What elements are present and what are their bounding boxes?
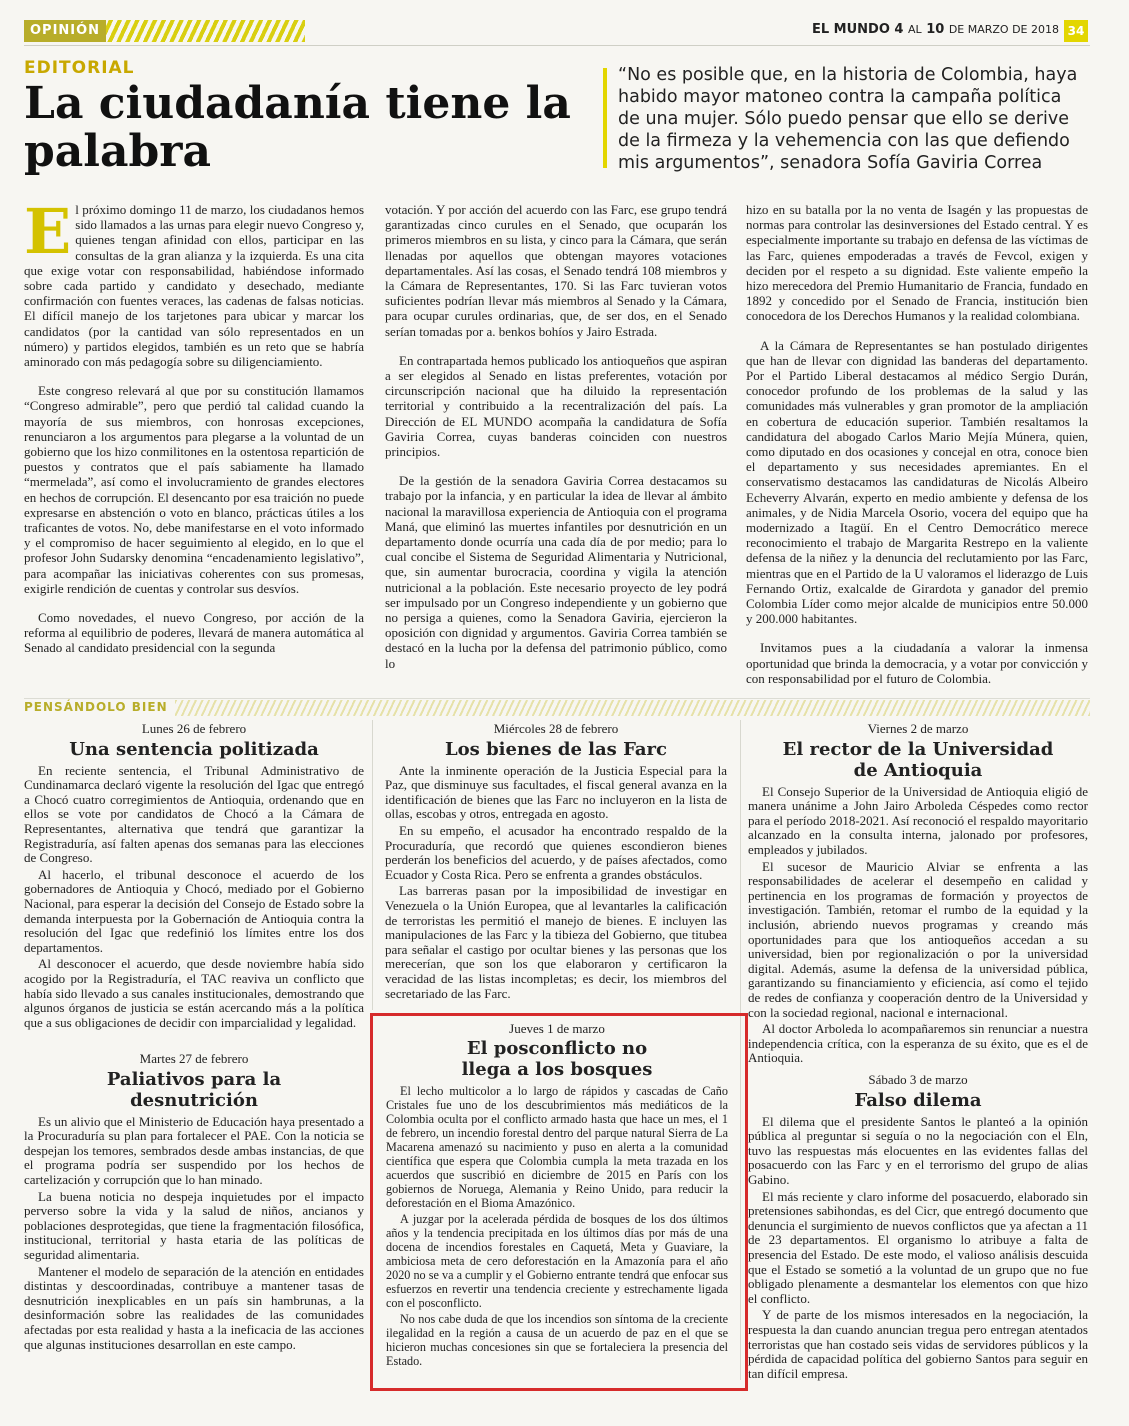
- masthead: [812, 22, 1059, 37]
- piece-paragraph: El lecho multicolor a lo largo de rápidos y cascadas de Caño Cristales fue uno de los descubrimientos más mediáticos de la Colombia oculta por el conflicto armado hasta que hace un mes, el 1 de febrero, un incendio forestal dentro del parque natural Sierra de La Macarena amenazó su nacimiento y puso en alerta a la comunidad científica que espera que Colombia cumpla la meta trazada en los acuerdos que suscribió en diciembre de 2015 en París con los gobiernos de Noruega, Alemania y Reino Unido, para reducir la deforestación en el Bioma Amazónico.: [386, 1084, 728, 1210]
- editorial-paragraph: Invitamos pues a la ciudadanía a valorar la inmensa oportunidad que brinda la democracia, y a votar por convicción y con responsabilidad por el futuro de Colombia.: [746, 640, 1088, 686]
- piece-title: Los bienes de las Farc: [445, 738, 667, 760]
- piece-paragraph: Al hacerlo, el tribunal desconoce el acuerdo de los gobernadores de Antioquia y Chocó, mediado por el Gobierno Nacional, para esperar la decisión del Consejo de Estado sobre la demanda interpuesta por la Gobernación de Antioquia contra la resolución del Igac que redefinió los límites entre los dos departamentos.: [24, 866, 364, 955]
- editorial-paragraph: A la Cámara de Representantes se han postulado dirigentes que han de llevar con dignidad las banderas del departamento. Por el Partido Liberal destacamos al médico Sergio Durán, conocedor profundo de los problemas de la salud y las comunidades más vulnerables y gran promotor de la ampliación en cobertura de educación superior. También resaltamos la candidatura del abogado Carlos Mario Mejía Múnera, quien, como diputado en dos ocasiones y concejal en otra, conoce bien el departamento y sus necesidades apremiantes. En el conservatismo destacamos las candidaturas de Nicolás Albeiro Echeverry Alvarán, experto en medio ambiente y defensa de los animales, y de Nidia Marcela Osorio, vocera del equipo que ha modernizado a Itagüí. En el Centro Democrático merece reconocimiento el trabajo de Margarita Restrepo en la valiente defensa de la niñez y la denuncia del reclutamiento por las Farc, mientras que en el Partido de la U valoramos el liderazgo de Luis Fernando Ortiz, exalcalde de Girardota y ganador del premio Colombia Líder como mejor alcalde de municipios entre 50.000 y 200.000 habitantes.: [746, 337, 1088, 627]
- section-label: OPINIÓN: [24, 20, 106, 42]
- piece-lunes: [24, 722, 364, 1032]
- piece-title: Falso dilema: [854, 1089, 982, 1111]
- piece-viernes: [748, 722, 1088, 1068]
- piece-paragraph: No nos cabe duda de que los incendios son síntoma de la creciente ilegalidad en la región a causa de un acuerdo de paz en el que se hicieron muchas concesiones sin que se fortaleciera la presencia del Estado.: [386, 1312, 728, 1368]
- paper-name: EL MUNDO: [811, 22, 890, 37]
- piece-paragraph: El más reciente y claro informe del posacuerdo, elaborado sin pretensiones sabihondas, es del Cicr, que entregó documento que denuncia el surgimiento de nuevos conflictos que ya afectan a 11 de 23 departamentos. El organismo lo atribuye a falta de presencia del Estado. De este modo, el valioso análisis descuida que el Estado se sometió a la voluntad de un grupo que no fue obligado plenamente a desmantelar los elementos con que hizo el conflicto.: [748, 1188, 1088, 1306]
- editorial-paragraph: De la gestión de la senadora Gaviria Correa destacamos su trabajo por la infancia, y en particular la idea de llevar al ámbito nacional la maravillosa experiencia de Antioquia con el programa Maná, que eliminó las muertes infantiles por desnutrición en un departamento donde ocurría una cada día de por medio; para lo cual concibe el Sistema de Seguridad Alimentaria y Nutricional, que, sin aumentar burocracia, coordina y vigila la atención nutricional a la población. Este necesario proyecto de ley podrá ser impulsado por un Congreso independiente y un gobierno que no persiga a quienes, como la Senadora Gaviria, ejercieron la oposición con dignidad y argumentos. Gaviria Correa también se destacó en la lucha por la defensa del patrimonio público, como lo: [385, 473, 727, 671]
- piece-paragraph: Mantener el modelo de separación de la atención en entidades distintas y descoordinadas, contribuye a mantener tasas de desnutrición inexplicables en un país sin hambrunas, a la desinformación sobre las realidades de las comunidades afectadas por esta realidad y hasta a la ineficacia de las acciones que algunas instituciones desarrollan en este campo.: [24, 1263, 364, 1352]
- column-divider: [372, 720, 373, 1010]
- section-stripes: [175, 700, 1090, 716]
- piece-martes: [24, 1052, 364, 1354]
- piece-paragraph: El sucesor de Mauricio Alviar se enfrenta a las responsabilidades de acelerar el desempeño en calidad y pertinencia en los programas de formación y proyectos de investigación. También, retomar el rumbo de la equidad y la inclusión, abriendo nuevos programas y creando más oportunidades para que los antioqueños accedan a su universidad, bien por regionalización o por la universidad digital. Además, asume la defensa de la universidad pública, garantizando su financiamiento y eficiencia, así como el tejido de redes de confianza y cooperación dentro de la Universidad y con la sociedad regional, nacional e internacional.: [748, 858, 1088, 1020]
- editorial-column-2: [385, 202, 727, 685]
- piece-date: Martes 27 de febrero: [139, 1051, 249, 1066]
- section-divider: [24, 698, 1090, 699]
- piece-date: Sábado 3 de marzo: [868, 1072, 968, 1087]
- piece-title: El posconflicto no llega a los bosques: [461, 1038, 653, 1080]
- piece-date: Viernes 2 de marzo: [867, 721, 969, 736]
- piece-paragraph: Es un alivio que el Ministerio de Educación haya presentado a la Procuraduría su plan para fortalecer el PAE. Con la noticia se despejan los temores, sembrados desde ambas instancias, de que el programa podría ser suspendido por los hechos de cartelización y corrupción que lo han minado.: [24, 1113, 364, 1187]
- piece-paragraph: La buena noticia no despeja inquietudes por el impacto perverso sobre la vida y la salud de niños, ancianos y poblaciones desprotegidas, que tiene la fragmentación filosófica, institucional, territorial y hasta etaria de las políticas de seguridad alimentaria.: [24, 1188, 364, 1262]
- pull-quote: “No es posible que, en la historia de Colombia, haya habido mayor matoneo contra la campaña política de una mujer. Sólo puedo pensar que ello se derive de la firmeza y la vehemencia con las que defiendo mis argumentos”, senadora Sofía Gaviria Correa: [618, 65, 1078, 173]
- drop-cap: E: [24, 195, 72, 268]
- piece-date: Lunes 26 de febrero: [141, 721, 247, 736]
- date-month: DE MARZO DE 2018: [948, 23, 1059, 36]
- piece-title: El rector de la Universidad de Antioquia: [782, 738, 1054, 781]
- piece-paragraph: En reciente sentencia, el Tribunal Administrativo de Cundinamarca declaró vigente la resolución del Igac que entregó a Chocó cuatro corregimientos de Antioquia, ordenando que en ellos se vote por candidatos de Chocó a la Cámara de Representantes, alternativa que tendrá que garantizar la Registraduría, así falten apenas dos semanas para las elecciones de Congreso.: [24, 762, 364, 866]
- editorial-paragraph: votación. Y por acción del acuerdo con las Farc, ese grupo tendrá garantizadas cinco curules en el Senado, que ocuparán los primeros miembros en su lista, y cinco para la Cámara, que serán llenadas por aquellos que obtengan mayores votaciones departamentales. Así las cosas, el Senado tendrá 108 miembros y la Cámara de Representantes, 170. Si las Farc tuvieran votos suficientes podrían llevar más miembros al Senado y la Cámara, para ocupar curules ordinarias, que, de ser dos, en el Senado serían tomadas por a. benkos bohíos y Jairo Estrada.: [385, 202, 727, 339]
- editorial-column-1: [24, 195, 364, 670]
- piece-jueves: [386, 1022, 728, 1370]
- piece-date: Jueves 1 de marzo: [509, 1021, 605, 1036]
- piece-paragraph: Y de parte de los mismos interesados en la negociación, la respuesta la dan cuando anuncian tregua pero entregan atentados terroristas que han costado seis vidas de servidores públicos y la pérdida de capacidad política del gobierno Santos para seguir en tan difícil empresa.: [748, 1307, 1088, 1381]
- piece-sabado: [748, 1073, 1088, 1383]
- editorial-headline: La ciudadanía tiene la palabra: [24, 78, 571, 177]
- piece-paragraph: Al doctor Arboleda lo acompañaremos sin renunciar a nuestra independencia crítica, con la esperanza de su éxito, que es el de Antioquia.: [748, 1021, 1088, 1066]
- editorial-paragraph: Este congreso relevará al que por su constitución llamamos “Congreso admirable”, pero que perdió tal calidad cuando la mayoría de sus miembros, con honrosas excepciones, renunciaron a los argumentos para plegarse a la voluntad de un gobierno que los hizo conmilitones en la ostentosa repartición de puestos y contratos que el país sabiamente ha llamado “mermelada”, así como el involucramiento de grandes electores en hechos de corrupción. El desencanto por esa traición no puede expresarse en abstención o voto en blanco, prácticas útiles a los traficantes de votos. No, debe manifestarse en el voto informado y el compromiso de hacer seguimiento al elegido, en lo que el profesor John Sudarsky denomina “encadenamiento legislativo”, para acompañar las iniciativas coherentes con sus promesas, exigirle rendición de cuentas y controlar sus desvíos.: [24, 383, 364, 596]
- piece-paragraph: Al desconocer el acuerdo, que desde noviembre había sido acogido por la Registraduría, el TAC reaviva un conflicto que había sido llevado a sus canales institucionales, demostrando que algunos órganos de justicia se están acercando más a la política que a sus obligaciones de decidir con imparcialidad y legalidad.: [24, 956, 364, 1030]
- quote-accent-bar: [603, 68, 607, 168]
- piece-date: Miércoles 28 de febrero: [493, 721, 619, 736]
- editorial-paragraph: Como novedades, el nuevo Congreso, por acción de la reforma al equilibrio de poderes, llevará de manera automática al Senado al candidato presidencial con la segunda: [24, 610, 364, 656]
- piece-paragraph: En su empeño, el acusador ha encontrado respaldo de la Procuraduría, que recordó que quienes escondieron bienes perderán los beneficios del acuerdo, y de países afectados, como Ecuador y Costa Rica. Pero se enfrenta a grandes obstáculos.: [385, 822, 727, 882]
- piece-title: Una sentencia politizada: [69, 738, 319, 760]
- piece-paragraph: El Consejo Superior de la Universidad de Antioquia eligió de manera unánime a John Jairo Arboleda Céspedes como rector para el período 2018-2021. Así reconoció el respaldo mayoritario alcanzado en la consulta interna, jalonado por profesores, empleados y jubilados.: [748, 783, 1088, 857]
- piece-title: Paliativos para la desnutrición: [106, 1068, 282, 1111]
- date-end: 10: [926, 22, 945, 37]
- top-divider: [24, 45, 1090, 46]
- section-stripes: [100, 20, 305, 42]
- piece-paragraph: Las barreras pasan por la imposibilidad de investigar en Venezuela o la Unión Europea, que al levantarles la calificación de terroristas les permitió el manejo de bienes. E incluyen las manipulaciones de las Farc y la tibieza del Gobierno, que titubea para señalar el castigo por ocultar bienes y las personas que los merecerían, que son los que elaboraron y certificaron la veracidad de las listas incompletas; es decir, los miembros del secretariado de las Farc.: [385, 883, 727, 1001]
- piece-paragraph: A juzgar por la acelerada pérdida de bosques de los dos últimos años y la tendencia precipitada en los últimos días por más de una docena de incendios forestales en Caquetá, Meta y Guaviare, la ambiciosa meta de cero deforestación en la Amazonía para el año 2020 no se va a cumplir y el Gobierno entrante tendrá que enfocar sus esfuerzos en revertir una tendencia creciente y estrechamente ligada con el posconflicto.: [386, 1212, 728, 1310]
- date-start: 4: [894, 22, 904, 37]
- editorial-paragraph: El próximo domingo 11 de marzo, los ciudadanos hemos sido llamados a las urnas para elegir nuevo Congreso y, quienes tengan afinidad con ellos, participar en las consultas de la gran alianza y la izquierda. Es una cita que exige votar con responsabilidad, habiéndose informado sobre cada partido y candidato y desechado, mediante confirmación con fuentes veraces, las cadenas de falsas noticias. El difícil manejo de los tarjetones para ubicar y marcar los candidatos (por la cantidad van sólo representados en un número) y partidos elegidos, también es un reto que se habría aminorado con más pedagogía sobre su diligenciamiento.: [24, 195, 364, 370]
- editorial-paragraph: hizo en su batalla por la no venta de Isagén y las propuestas de normas para controlar las desinversiones del Estado central. Y es especialmente importante su trabajo en defensa de las víctimas de las Farc, quienes empoderadas a través de Fevcol, exigen y deciden por el respeto a su dignidad. Este valiente empeño la hizo merecedora del Premio Humanitario de Francia, fundado en 1892 y concedido por el Senado de Francia, institución bien conocedora de los Derechos Humanos y la realidad colombiana.: [746, 202, 1088, 324]
- editorial-paragraph: En contrapartada hemos publicado los antioqueños que aspiran a ser elegidos al Senado en listas preferentes, votación por circunscripción nacional que ha diluido la representación territorial y contribuido a la recentralización del país. La Dirección de EL MUNDO acompaña la candidatura de Sofía Gaviria Correa, cuyas banderas coinciden con nuestros principios.: [385, 352, 727, 460]
- page-number: 34: [1064, 20, 1088, 42]
- editorial-kicker: EDITORIAL: [24, 58, 135, 78]
- piece-miercoles: [385, 722, 727, 1003]
- piece-paragraph: Ante la inminente operación de la Justicia Especial para la Paz, que disminuye sus facultades, el fiscal general avanza en la identificación de bienes que las Farc no incluyeron en la lista de ollas, escobas y otros, entregada en agosto.: [385, 762, 727, 822]
- editorial-column-3: [746, 202, 1088, 700]
- section-label-pensandolo: PENSÁNDOLO BIEN: [24, 700, 168, 714]
- date-al: AL: [908, 23, 922, 36]
- piece-paragraph: El dilema que el presidente Santos le planteó a la opinión pública al preguntar si seguía o no la negociación con el Eln, tuvo las respuestas más elocuentes en las evidentes fallas del posacuerdo con las Farc y en el terrorismo del grupo de alias Gabino.: [748, 1113, 1088, 1187]
